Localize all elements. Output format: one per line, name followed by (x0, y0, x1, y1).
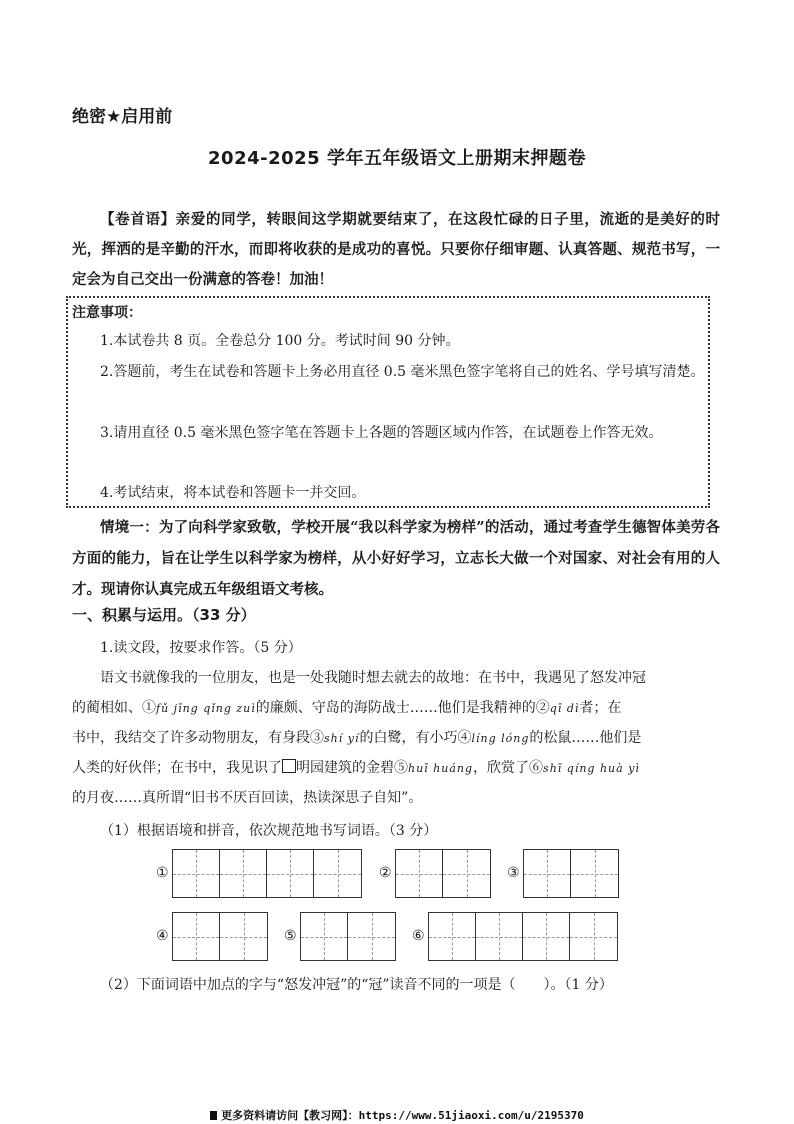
grid-cell[interactable] (173, 913, 220, 960)
passage-line-2 (72, 693, 722, 724)
sub-question-1: （1）根据语境和拼音，依次规范地书写词语。（3 分） (100, 823, 438, 839)
passage-text: 的松鼠……他们是 (529, 730, 642, 746)
writing-grid-2[interactable] (395, 849, 491, 898)
writing-grid-6[interactable] (428, 912, 618, 961)
writing-grid-4[interactable] (172, 912, 268, 961)
passage-line-5: 的月夜……真所谓“旧书不厌百回读，热读深思子自知”。 (72, 790, 423, 806)
blank-number-3: ③ (507, 865, 520, 881)
grid-cell[interactable] (429, 913, 476, 960)
blank-number-6: ⑥ (412, 928, 425, 944)
passage-text: 的廉颇、守岛的海防战士……他们是我精神的② (255, 700, 550, 716)
passage-text: 人类的好伙伴；在书中，我见识了 (72, 760, 282, 776)
blank-number-4: ④ (156, 928, 169, 944)
passage-text: 者；在 (579, 700, 622, 716)
grid-cell[interactable] (301, 913, 348, 960)
grid-cell[interactable] (173, 850, 220, 897)
passage-text: 书中，我结交了许多动物朋友，有身段③ (72, 730, 324, 746)
passage-text: 的白鹭，有小巧④ (359, 730, 472, 746)
notice-item-4: 4.考试结束，将本试卷和答题卡一并交回。 (100, 485, 366, 501)
blank-number-5: ⑤ (284, 928, 297, 944)
passage-text: ，欣赏了⑥ (473, 760, 544, 776)
grid-cell[interactable] (571, 850, 618, 897)
notice-item-2: 2.答题前，考生在试卷和答题卡上务必用直径 0.5 毫米黑色签字笔将自己的姓名、学号填写清楚。 (100, 364, 705, 380)
grid-cell[interactable] (523, 913, 570, 960)
writing-grid-3[interactable] (523, 849, 619, 898)
blank-number-2: ② (379, 865, 392, 881)
grid-cell[interactable] (443, 850, 490, 897)
passage-line-4 (72, 753, 722, 784)
pinyin-blank-2: qī dì (549, 702, 580, 715)
passage-line-1: 语文书就像我的一位朋友，也是一处我随时想去就去的故地：在书中，我遇见了怒发冲冠 (100, 670, 646, 686)
notice-item-1: 1.本试卷共 8 页。全卷总分 100 分。考试时间 90 分钟。 (100, 333, 460, 349)
grid-cell[interactable] (476, 913, 523, 960)
exam-title: 2024-2025 学年五年级语文上册期末押题卷 (208, 148, 586, 169)
confidential-label: 绝密★启用前 (72, 107, 173, 127)
passage-text: 的蔺相如、① (72, 700, 156, 716)
pinyin-blank-3: shí yí (324, 732, 360, 745)
notice-item-3: 3.请用直径 0.5 毫米黑色签字笔在答题卡上各题的答题区域内作答，在试题卷上作答无效。 (100, 425, 663, 441)
flag-icon (210, 1111, 217, 1120)
footer-text: 更多资料请访问【教习网】：https://www.51jiaoxi.com/u/2195370 (221, 1109, 584, 1122)
blank-number-1: ① (156, 865, 169, 881)
pinyin-blank-5: huī huáng (408, 762, 474, 775)
writing-grid-1[interactable] (172, 849, 362, 898)
writing-grid-5[interactable] (300, 912, 396, 961)
section-heading: 一、积累与运用。（33 分） (72, 606, 256, 624)
footer-link[interactable] (0, 1107, 794, 1123)
scenario-paragraph: 情境一：为了向科学家致敬，学校开展“我以科学家为榜样”的活动，通过考查学生德智体美劳各方面的能力，旨在让学生以科学家为榜样，从小好好学习，立志长大做一个对国家、对社会有用的人才。现请你认真完成五年级组语文考核。 (72, 519, 720, 598)
preface-paragraph: 【卷首语】亲爱的同学，转眼间这学期就要结束了，在这段忙碌的日子里，流逝的是美好的时光，挥洒的是辛勤的汗水，而即将收获的是成功的喜悦。只要你仔细审题、认真答题、规范书写，一定会为自己交出一份满意的答卷！加油！ (72, 211, 720, 288)
grid-cell[interactable] (314, 850, 361, 897)
grid-cell[interactable] (220, 850, 267, 897)
grid-cell[interactable] (267, 850, 314, 897)
pinyin-blank-6: shī qíng huà yì (543, 762, 640, 775)
grid-cell[interactable] (396, 850, 443, 897)
passage-line-3 (72, 723, 722, 754)
blank-square[interactable] (282, 759, 296, 773)
grid-cell[interactable] (524, 850, 571, 897)
pinyin-blank-1: fǔ jīng qǐng zuì (156, 702, 256, 715)
passage-text: 明园建筑的金碧⑤ (296, 760, 408, 776)
question-1-label: 1.读文段，按要求作答。（5 分） (100, 640, 302, 656)
grid-cell[interactable] (570, 913, 617, 960)
sub-question-2: （2）下面词语中加点的字与“怒发冲冠”的“冠”读音不同的一项是（ ）。（1 分） (100, 977, 613, 993)
notice-title: 注意事项： (72, 305, 142, 321)
pinyin-blank-4: líng lóng (471, 732, 530, 745)
grid-cell[interactable] (348, 913, 395, 960)
grid-cell[interactable] (220, 913, 267, 960)
